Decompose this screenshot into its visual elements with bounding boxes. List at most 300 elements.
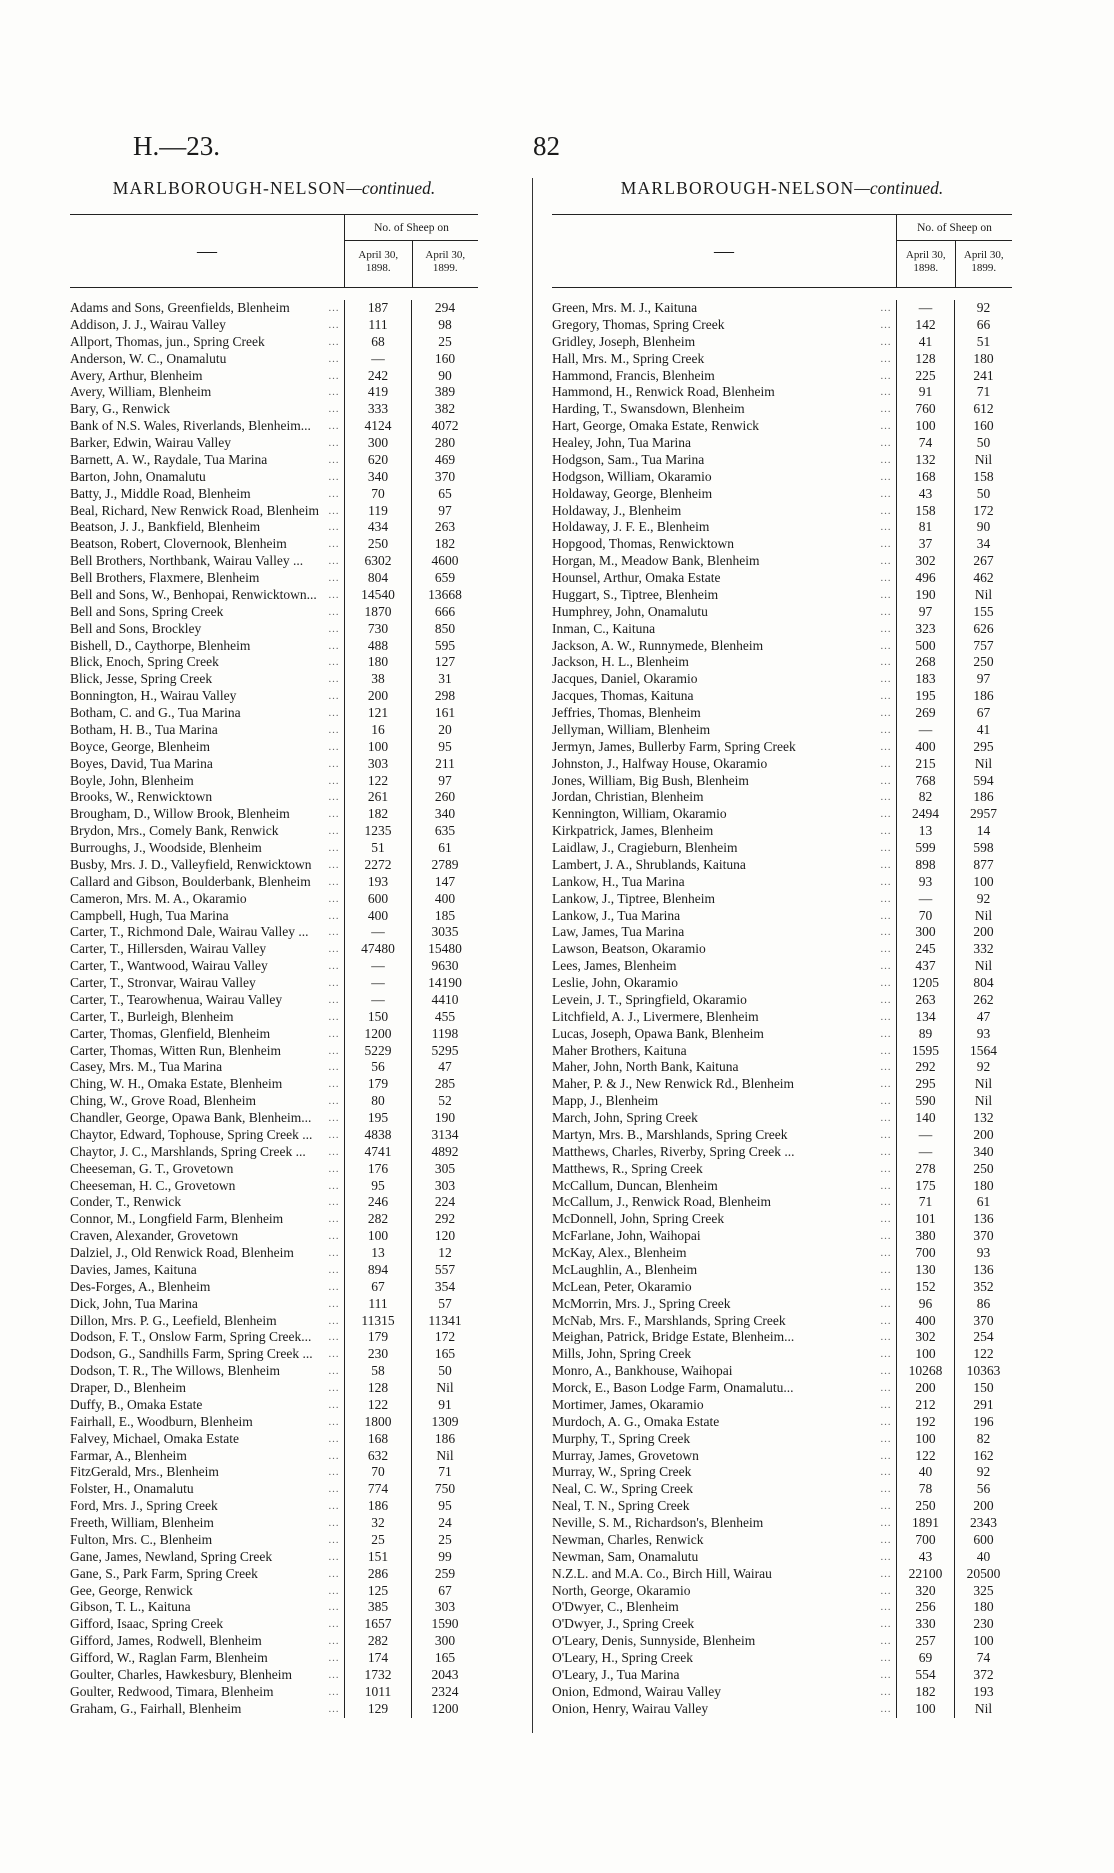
dot-leader: …: [328, 1230, 340, 1243]
sheep-1899-value: 325: [954, 1583, 1012, 1600]
dot-leader: …: [328, 1213, 340, 1226]
sheep-1899-value: Nil: [954, 908, 1012, 925]
owner-name: Cheeseman, G. T., Grovetown: [70, 1160, 234, 1176]
dot-leader: …: [328, 825, 340, 838]
sheep-1898-value: 43: [896, 1549, 954, 1566]
owner-name: Chaytor, Edward, Tophouse, Spring Creek ...: [70, 1126, 313, 1142]
sheep-1898-value: 51: [344, 840, 411, 857]
owner-name: Maher, John, North Bank, Kaituna: [552, 1059, 739, 1075]
dot-leader: …: [880, 723, 892, 736]
owner-cell: [70, 1616, 344, 1633]
owner-name: Inman, C., Kaituna: [552, 620, 656, 636]
column-title-suffix: —continued.: [854, 178, 944, 198]
sheep-1898-value: —: [896, 1127, 954, 1144]
owner-cell: [552, 739, 896, 756]
sheep-1898-value: 25: [344, 1532, 411, 1549]
table-row: [70, 1026, 478, 1043]
sheep-1898-value: 760: [896, 401, 954, 418]
dot-leader: …: [328, 1263, 340, 1276]
owner-name: Craven, Alexander, Grovetown: [70, 1228, 239, 1244]
dot-leader: …: [328, 622, 340, 635]
owner-cell: [552, 992, 896, 1009]
table-row: [552, 1194, 1012, 1211]
sheep-1899-value: 180: [954, 351, 1012, 368]
table-row: [552, 1346, 1012, 1363]
owner-cell: [552, 1161, 896, 1178]
sheep-1899-value: 2043: [411, 1667, 478, 1684]
table-row: [552, 536, 1012, 553]
sheep-1899-value: 850: [411, 621, 478, 638]
sheep-1899-value: 20500: [954, 1566, 1012, 1583]
owner-cell: [552, 1262, 896, 1279]
owner-name: Leslie, John, Okaramio: [552, 975, 678, 990]
owner-name: Hammond, Francis, Blenheim: [552, 367, 715, 383]
date-1898-header: April 30, 1898.: [905, 249, 946, 274]
sheep-1898-value: 122: [896, 1448, 954, 1465]
sheep-1898-value: 1235: [344, 823, 411, 840]
column-title-text: MARLBOROUGH-NELSON: [112, 178, 347, 198]
table-row: [70, 1279, 478, 1296]
sheep-1899-value: 354: [411, 1279, 478, 1296]
owner-cell: [70, 789, 344, 806]
sheep-1899-value: 56: [954, 1481, 1012, 1498]
sheep-1898-value: 122: [344, 1397, 411, 1414]
owner-name: Busby, Mrs. J. D., Valleyfield, Renwicktown: [70, 856, 312, 872]
owner-cell: [552, 1448, 896, 1465]
sheep-1899-value: Nil: [954, 756, 1012, 773]
table-row: [552, 874, 1012, 891]
sheep-1899-value: 292: [411, 1211, 478, 1228]
owner-name: Conder, T., Renwick: [70, 1194, 182, 1210]
sheep-1899-value: 66: [954, 317, 1012, 334]
owner-cell: [552, 1566, 896, 1583]
sheep-1899-value: 4600: [411, 553, 478, 570]
sheep-1899-value: 11341: [411, 1313, 478, 1330]
sheep-1898-value: 700: [896, 1245, 954, 1262]
table-row: [552, 1262, 1012, 1279]
owner-cell: [552, 688, 896, 705]
sheep-1899-value: 180: [954, 1178, 1012, 1195]
sheep-1898-value: 100: [896, 1701, 954, 1718]
sheep-1899-value: 97: [411, 773, 478, 790]
sheep-1899-value: 158: [954, 469, 1012, 486]
sheep-1899-value: 259: [411, 1566, 478, 1583]
dot-leader: …: [328, 1044, 340, 1057]
dot-leader: …: [328, 875, 340, 888]
table-row: [70, 857, 478, 874]
owner-cell: [552, 368, 896, 385]
owner-name: Barton, John, Onamalutu: [70, 468, 206, 484]
owner-cell: [552, 823, 896, 840]
table-row: [552, 1549, 1012, 1566]
sheep-1899-value: 757: [954, 638, 1012, 655]
table-row: [70, 739, 478, 756]
table-row: [70, 1583, 478, 1600]
owner-cell: [552, 1026, 896, 1043]
dot-leader: …: [328, 1601, 340, 1614]
sheep-1898-value: 100: [344, 1228, 411, 1245]
table-row: [552, 1599, 1012, 1616]
owner-name: Mortimer, James, Okaramio: [552, 1396, 704, 1412]
table-row: [552, 705, 1012, 722]
sheep-1899-value: 92: [954, 1059, 1012, 1076]
name-column-header: —: [197, 239, 217, 262]
table-row: [552, 1481, 1012, 1498]
sheep-1898-value: 302: [896, 553, 954, 570]
table-row: [552, 1701, 1012, 1718]
dot-leader: …: [880, 420, 892, 433]
table-row: [552, 654, 1012, 671]
owner-cell: [552, 503, 896, 520]
dot-leader: …: [328, 1365, 340, 1378]
owner-name: Levein, J. T., Springfield, Okaramio: [552, 991, 747, 1007]
sheep-1899-value: 172: [954, 503, 1012, 520]
sheep-1899-value: 132: [954, 1110, 1012, 1127]
owner-cell: [70, 486, 344, 503]
owner-name: Newman, Sam, Onamalutu: [552, 1548, 699, 1564]
sheep-1898-value: 95: [344, 1178, 411, 1195]
sheep-1898-value: 74: [896, 435, 954, 452]
owner-name: Holdaway, J., Blenheim: [552, 502, 682, 518]
table-row: [70, 1228, 478, 1245]
table-row: [70, 941, 478, 958]
sheep-1899-value: 155: [954, 604, 1012, 621]
table-row: [552, 351, 1012, 368]
dot-leader: …: [328, 1027, 340, 1040]
table-row: [70, 1346, 478, 1363]
sheep-1899-value: 180: [954, 1599, 1012, 1616]
owner-cell: [552, 1667, 896, 1684]
sheep-1899-value: 92: [954, 300, 1012, 317]
owner-name: Newman, Charles, Renwick: [552, 1531, 704, 1547]
sheep-1899-value: 300: [411, 1633, 478, 1650]
owner-name: Jackson, H. L., Blenheim: [552, 654, 689, 670]
owner-name: Harding, T., Swansdown, Blenheim: [552, 401, 745, 417]
sheep-1898-value: 385: [344, 1599, 411, 1616]
owner-cell: [70, 1161, 344, 1178]
owner-name: Dodson, T. R., The Willows, Blenheim: [70, 1363, 280, 1379]
table-row: [70, 570, 478, 587]
sheep-1899-value: 263: [411, 519, 478, 536]
dot-leader: …: [328, 504, 340, 517]
dot-leader: …: [328, 1652, 340, 1664]
owner-name: Dalziel, J., Old Renwick Road, Blenheim: [70, 1245, 294, 1260]
table-row: [70, 806, 478, 823]
sheep-1898-value: —: [896, 300, 954, 317]
dot-leader: …: [880, 690, 892, 703]
owner-name: Jacques, Daniel, Okaramio: [552, 671, 698, 687]
sheep-1899-value: 100: [954, 874, 1012, 891]
owner-cell: [70, 857, 344, 874]
sheep-1898-value: 128: [896, 351, 954, 368]
owner-cell: [552, 1178, 896, 1195]
sheep-1899-value: 90: [954, 519, 1012, 536]
owner-name: Boyle, John, Blenheim: [70, 772, 194, 788]
owner-name: Goulter, Charles, Hawkesbury, Blenheim: [70, 1666, 293, 1682]
owner-name: Carter, Thomas, Witten Run, Blenheim: [70, 1042, 282, 1058]
owner-name: Litchfield, A. J., Livermere, Blenheim: [552, 1008, 759, 1024]
table-row: [552, 1633, 1012, 1650]
dot-leader: …: [880, 1027, 892, 1040]
table-row: [552, 1667, 1012, 1684]
sheep-1898-value: 176: [344, 1161, 411, 1178]
dot-leader: …: [880, 1432, 892, 1445]
owner-cell: [70, 1498, 344, 1515]
date-1898-header: April 30, 1898.: [358, 249, 399, 274]
dot-leader: …: [880, 808, 892, 821]
owner-name: Bonnington, H., Wairau Valley: [70, 688, 237, 704]
sheep-1898-value: 5229: [344, 1043, 411, 1060]
table-body: [70, 300, 478, 1718]
sheep-1898-value: 295: [896, 1076, 954, 1093]
sheep-1899-value: 200: [954, 1127, 1012, 1144]
sheep-1899-value: 186: [954, 688, 1012, 705]
sheep-1898-value: 89: [896, 1026, 954, 1043]
sheep-1898-value: 43: [896, 486, 954, 503]
sheep-1899-value: 224: [411, 1194, 478, 1211]
dot-leader: …: [880, 335, 892, 348]
owner-name: Callard and Gibson, Boulderbank, Blenheim: [70, 873, 311, 889]
table-row: [552, 1009, 1012, 1026]
owner-name: Carter, T., Wantwood, Wairau Valley: [70, 958, 268, 974]
owner-cell: [552, 469, 896, 486]
sheep-1899-value: 659: [411, 570, 478, 587]
dot-leader: …: [880, 470, 892, 483]
sheep-1899-value: 2957: [954, 806, 1012, 823]
owner-name: Neal, C. W., Spring Creek: [552, 1481, 693, 1497]
owner-cell: [70, 435, 344, 452]
dot-leader: …: [328, 470, 340, 483]
sheep-1899-value: 267: [954, 553, 1012, 570]
dot-leader: …: [880, 1702, 892, 1715]
dot-leader: …: [328, 723, 340, 736]
sheep-1899-value: 90: [411, 368, 478, 385]
owner-cell: [552, 1363, 896, 1380]
dot-leader: …: [880, 1348, 892, 1361]
dot-leader: …: [328, 1415, 340, 1428]
sheep-1899-value: 804: [954, 975, 1012, 992]
table-row: [552, 773, 1012, 790]
sheep-1899-value: 100: [954, 1633, 1012, 1650]
owner-name: McCallum, J., Renwick Road, Blenheim: [552, 1194, 771, 1210]
table-row: [552, 1076, 1012, 1093]
owner-name: Lankow, H., Tua Marina: [552, 873, 685, 889]
table-row: [552, 1397, 1012, 1414]
column-divider: [532, 178, 533, 1733]
sheep-1899-value: 91: [411, 1397, 478, 1414]
table-row: [552, 806, 1012, 823]
owner-cell: [552, 452, 896, 469]
dot-leader: …: [328, 1196, 340, 1209]
dot-leader: …: [880, 386, 892, 399]
dot-leader: …: [328, 1702, 340, 1715]
sheep-1898-value: 256: [896, 1599, 954, 1616]
table-row: [552, 1313, 1012, 1330]
owner-cell: [552, 975, 896, 992]
owner-name: Burroughs, J., Woodside, Blenheim: [70, 840, 262, 855]
sheep-1898-value: 700: [896, 1532, 954, 1549]
sheep-1899-value: 612: [954, 401, 1012, 418]
sheep-1898-value: 187: [344, 300, 411, 317]
table-row: [70, 300, 478, 317]
sheep-1899-value: 147: [411, 874, 478, 891]
sheep-1899-value: 3035: [411, 924, 478, 941]
table-row: [552, 688, 1012, 705]
dot-leader: …: [328, 1635, 340, 1648]
sheep-1898-value: 100: [896, 1346, 954, 1363]
dot-leader: …: [880, 1466, 892, 1479]
sheep-1899-value: 186: [954, 789, 1012, 806]
owner-cell: [70, 1414, 344, 1431]
dot-leader: …: [880, 842, 892, 854]
sheep-1898-value: 40: [896, 1464, 954, 1481]
dot-leader: …: [880, 639, 892, 652]
owner-cell: [70, 908, 344, 925]
sheep-1899-value: 635: [411, 823, 478, 840]
table-row: [552, 604, 1012, 621]
sheep-1898-value: 320: [896, 1583, 954, 1600]
owner-name: McKay, Alex., Blenheim: [552, 1245, 687, 1260]
sheep-1899-value: 455: [411, 1009, 478, 1026]
column-title: [70, 178, 478, 208]
table-row: [70, 1059, 478, 1076]
table-row: [70, 1532, 478, 1549]
table-row: [552, 891, 1012, 908]
sheep-1898-value: 128: [344, 1380, 411, 1397]
dot-leader: …: [328, 774, 340, 787]
dot-leader: …: [328, 1348, 340, 1361]
owner-cell: [70, 891, 344, 908]
sheep-1899-value: 50: [954, 486, 1012, 503]
dot-leader: …: [328, 352, 340, 365]
owner-name: Carter, T., Burleigh, Blenheim: [70, 1008, 234, 1024]
sheep-1899-value: 230: [954, 1616, 1012, 1633]
dot-leader: …: [880, 1179, 892, 1192]
table-row: [552, 739, 1012, 756]
sheep-1898-value: 38: [344, 671, 411, 688]
owner-cell: [552, 1059, 896, 1076]
dot-leader: …: [880, 1365, 892, 1378]
owner-cell: [552, 1583, 896, 1600]
sheep-1899-value: 20: [411, 722, 478, 739]
sheep-1899-value: 370: [411, 469, 478, 486]
table-row: [70, 1414, 478, 1431]
table-row: [552, 823, 1012, 840]
column-title-suffix: —continued.: [346, 178, 436, 198]
dot-leader: …: [328, 521, 340, 534]
owner-cell: [552, 1616, 896, 1633]
sheep-1899-value: 1590: [411, 1616, 478, 1633]
owner-cell: [70, 1583, 344, 1600]
owner-name: Chandler, George, Opawa Bank, Blenheim...: [70, 1110, 312, 1125]
sheep-1898-value: 70: [344, 486, 411, 503]
owner-cell: [552, 1296, 896, 1313]
owner-cell: [70, 469, 344, 486]
sheep-1899-value: 127: [411, 654, 478, 671]
table-row: [70, 1127, 478, 1144]
sheep-1899-value: 2324: [411, 1684, 478, 1701]
owner-name: Boyes, David, Tua Marina: [70, 755, 213, 771]
sheep-1898-value: 186: [344, 1498, 411, 1515]
owner-name: Fulton, Mrs. C., Blenheim: [70, 1531, 213, 1547]
table-row: [70, 1566, 478, 1583]
owner-name: McFarlane, John, Waihopai: [552, 1228, 701, 1244]
dot-leader: …: [880, 1213, 892, 1226]
sheep-1898-value: 150: [344, 1009, 411, 1026]
sheep-1899-value: Nil: [954, 452, 1012, 469]
owner-name: Law, James, Tua Marina: [552, 924, 685, 940]
owner-name: Kirkpatrick, James, Blenheim: [552, 823, 714, 839]
dot-leader: …: [328, 1010, 340, 1023]
sheep-1898-value: 330: [896, 1616, 954, 1633]
owner-name: Bishell, D., Caythorpe, Blenheim: [70, 637, 251, 653]
owner-cell: [70, 1076, 344, 1093]
sheep-1899-value: 4072: [411, 418, 478, 435]
owner-name: Beatson, J. J., Bankfield, Blenheim: [70, 519, 261, 535]
dot-leader: …: [880, 1618, 892, 1631]
table-row: [552, 1110, 1012, 1127]
sheep-1899-value: 97: [411, 503, 478, 520]
dot-leader: …: [880, 1044, 892, 1057]
table-row: [70, 486, 478, 503]
owner-name: Huggart, S., Tiptree, Blenheim: [552, 586, 719, 602]
owner-name: Lucas, Joseph, Opawa Bank, Blenheim: [552, 1025, 764, 1041]
dot-leader: …: [880, 1230, 892, 1243]
sheep-1899-value: 95: [411, 1498, 478, 1515]
sheep-1899-value: 2343: [954, 1515, 1012, 1532]
owner-cell: [70, 773, 344, 790]
dot-leader: …: [880, 453, 892, 466]
sheep-1898-value: 119: [344, 503, 411, 520]
dot-leader: …: [880, 605, 892, 618]
sheep-1899-value: 92: [954, 891, 1012, 908]
dot-leader: …: [328, 993, 340, 1006]
table-row: [70, 992, 478, 1009]
table-row: [70, 908, 478, 925]
dot-leader: …: [328, 335, 340, 348]
sheep-heading: No. of Sheep on: [345, 215, 478, 241]
sheep-1899-value: 182: [411, 536, 478, 553]
owner-name: Avery, William, Blenheim: [70, 384, 212, 400]
dot-leader: …: [880, 1297, 892, 1310]
dot-leader: …: [328, 757, 340, 770]
dot-leader: …: [880, 1685, 892, 1698]
owner-cell: [70, 1701, 344, 1718]
owner-name: Beal, Richard, New Renwick Road, Blenheim: [70, 502, 319, 518]
sheep-1898-value: 10268: [896, 1363, 954, 1380]
table-row: [552, 722, 1012, 739]
table-row: [70, 1363, 478, 1380]
sheep-1898-value: 47480: [344, 941, 411, 958]
dot-leader: …: [328, 1483, 340, 1496]
dot-leader: …: [328, 1179, 340, 1192]
table-row: [552, 638, 1012, 655]
sheep-1898-value: 96: [896, 1296, 954, 1313]
table-row: [70, 756, 478, 773]
dot-leader: …: [880, 1095, 892, 1108]
owner-cell: [552, 773, 896, 790]
owner-name: Lambert, J. A., Shrublands, Kaituna: [552, 856, 746, 872]
owner-cell: [552, 1701, 896, 1718]
table-row: [552, 924, 1012, 941]
owner-name: O'Leary, Denis, Sunnyside, Blenheim: [552, 1633, 756, 1649]
sheep-1899-value: 57: [411, 1296, 478, 1313]
owner-cell: [70, 671, 344, 688]
table-row: [552, 1566, 1012, 1583]
owner-cell: [70, 823, 344, 840]
sheep-1898-value: 180: [344, 654, 411, 671]
sheep-1898-value: 100: [896, 1431, 954, 1448]
